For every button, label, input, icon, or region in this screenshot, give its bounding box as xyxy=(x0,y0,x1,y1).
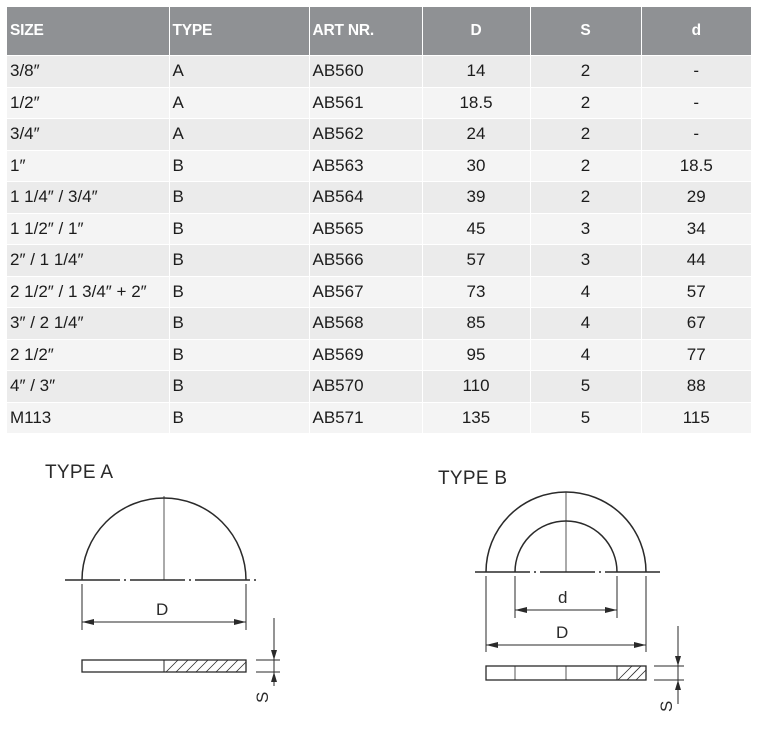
cell-inner-diameter: - xyxy=(641,87,751,119)
cell-type: A xyxy=(169,119,309,151)
cell-art-nr: AB569 xyxy=(309,339,422,371)
type-b-d-arrow-left xyxy=(515,607,527,613)
type-b-s-arrow-top xyxy=(675,656,681,666)
cell-thickness: 2 xyxy=(530,87,641,119)
type-a-s-arrow-bottom xyxy=(271,672,277,682)
table-body xyxy=(7,56,751,434)
cell-thickness: 5 xyxy=(530,371,641,403)
cell-thickness: 3 xyxy=(530,245,641,277)
cell-thickness: 4 xyxy=(530,339,641,371)
cell-thickness: 3 xyxy=(530,213,641,245)
header-type: TYPE xyxy=(169,7,309,56)
table-row xyxy=(7,402,751,433)
type-a-hatching xyxy=(166,660,246,672)
cell-type: A xyxy=(169,56,309,88)
type-b-D-arrow-left xyxy=(486,642,498,648)
type-b-s-arrow-bottom xyxy=(675,680,681,690)
cell-inner-diameter: 67 xyxy=(641,308,751,340)
cell-outer-diameter: 39 xyxy=(422,182,530,214)
cell-art-nr: AB562 xyxy=(309,119,422,151)
type-a-D-label: D xyxy=(156,600,169,619)
cell-size: 1″ xyxy=(7,150,169,182)
cell-size: 2 1/2″ / 1 3/4″ + 2″ xyxy=(7,276,169,308)
cell-size: 2 1/2″ xyxy=(7,339,169,371)
cell-size: 3/8″ xyxy=(7,56,169,88)
type-b-hatching xyxy=(618,666,646,680)
cell-art-nr: AB567 xyxy=(309,276,422,308)
cell-size: 1 1/4″ / 3/4″ xyxy=(7,182,169,214)
table-row xyxy=(7,150,751,182)
cell-thickness: 2 xyxy=(530,182,641,214)
cell-thickness: 5 xyxy=(530,402,641,433)
type-b-d-label: d xyxy=(558,588,568,607)
cell-type: B xyxy=(169,213,309,245)
table-row xyxy=(7,87,751,119)
cell-size: 3/4″ xyxy=(7,119,169,151)
cell-inner-diameter: - xyxy=(641,56,751,88)
cell-type: A xyxy=(169,87,309,119)
cell-type: B xyxy=(169,308,309,340)
type-a-label: TYPE A xyxy=(45,462,114,483)
cell-outer-diameter: 24 xyxy=(422,119,530,151)
table-row xyxy=(7,371,751,403)
cell-thickness: 2 xyxy=(530,56,641,88)
table-row xyxy=(7,182,751,214)
type-b-drawing xyxy=(470,490,759,730)
cell-type: B xyxy=(169,371,309,403)
cell-size: 3″ / 2 1/4″ xyxy=(7,308,169,340)
cell-outer-diameter: 14 xyxy=(422,56,530,88)
cell-size: 2″ / 1 1/4″ xyxy=(7,245,169,277)
header-outer-diameter: D xyxy=(422,7,530,56)
cell-art-nr: AB568 xyxy=(309,308,422,340)
table-row xyxy=(7,276,751,308)
header-size: SIZE xyxy=(7,7,169,56)
table-row xyxy=(7,213,751,245)
table-row xyxy=(7,245,751,277)
table-row xyxy=(7,119,751,151)
cell-art-nr: AB570 xyxy=(309,371,422,403)
cell-inner-diameter: 88 xyxy=(641,371,751,403)
type-a-drawing xyxy=(60,490,360,730)
cell-inner-diameter: 115 xyxy=(641,402,751,433)
table-row xyxy=(7,56,751,88)
cell-size: 4″ / 3″ xyxy=(7,371,169,403)
cell-size: 1/2″ xyxy=(7,87,169,119)
header-thickness: S xyxy=(530,7,641,56)
cell-outer-diameter: 30 xyxy=(422,150,530,182)
cell-outer-diameter: 135 xyxy=(422,402,530,433)
type-b-D-arrow-right xyxy=(634,642,646,648)
cell-art-nr: AB571 xyxy=(309,402,422,433)
cell-art-nr: AB560 xyxy=(309,56,422,88)
cell-thickness: 2 xyxy=(530,150,641,182)
cell-outer-diameter: 110 xyxy=(422,371,530,403)
cell-art-nr: AB561 xyxy=(309,87,422,119)
cell-outer-diameter: 73 xyxy=(422,276,530,308)
type-a-arrow-right xyxy=(234,619,246,625)
cell-size: 1 1/2″ / 1″ xyxy=(7,213,169,245)
type-a-S-label: S xyxy=(253,691,272,703)
cell-thickness: 4 xyxy=(530,276,641,308)
cell-type: B xyxy=(169,276,309,308)
table-row xyxy=(7,308,751,340)
cell-inner-diameter: 29 xyxy=(641,182,751,214)
cell-thickness: 4 xyxy=(530,308,641,340)
cell-inner-diameter: 57 xyxy=(641,276,751,308)
cell-outer-diameter: 45 xyxy=(422,213,530,245)
cell-inner-diameter: 18.5 xyxy=(641,150,751,182)
table-header-row xyxy=(7,7,751,56)
cell-outer-diameter: 95 xyxy=(422,339,530,371)
spec-table xyxy=(7,7,751,433)
cell-inner-diameter: 44 xyxy=(641,245,751,277)
cell-type: B xyxy=(169,182,309,214)
cell-inner-diameter: - xyxy=(641,119,751,151)
cell-art-nr: AB563 xyxy=(309,150,422,182)
type-b-label: TYPE B xyxy=(438,468,508,489)
cell-outer-diameter: 18.5 xyxy=(422,87,530,119)
cell-art-nr: AB564 xyxy=(309,182,422,214)
cell-size: M113 xyxy=(7,402,169,433)
cell-type: B xyxy=(169,402,309,433)
type-b-d-arrow-right xyxy=(605,607,617,613)
type-b-D-label: D xyxy=(556,623,569,642)
cell-art-nr: AB565 xyxy=(309,213,422,245)
header-art-nr: ART NR. xyxy=(309,7,422,56)
cell-inner-diameter: 34 xyxy=(641,213,751,245)
type-a-arrow-left xyxy=(82,619,94,625)
cell-type: B xyxy=(169,150,309,182)
cell-type: B xyxy=(169,339,309,371)
header-inner-diameter: d xyxy=(641,7,751,56)
type-a-s-arrow-top xyxy=(271,650,277,660)
cell-thickness: 2 xyxy=(530,119,641,151)
cell-inner-diameter: 77 xyxy=(641,339,751,371)
table-row xyxy=(7,339,751,371)
cell-outer-diameter: 85 xyxy=(422,308,530,340)
cell-type: B xyxy=(169,245,309,277)
type-b-S-label: S xyxy=(657,700,676,712)
cell-art-nr: AB566 xyxy=(309,245,422,277)
cell-outer-diameter: 57 xyxy=(422,245,530,277)
